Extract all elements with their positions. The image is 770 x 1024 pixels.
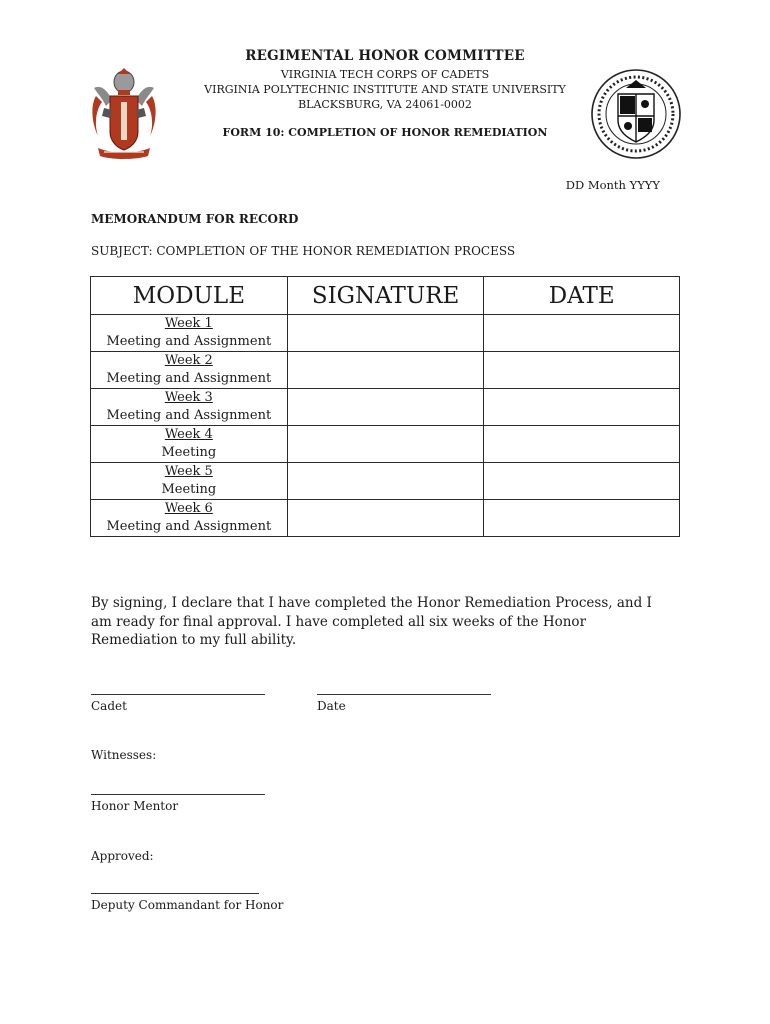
date-cell[interactable]: [484, 315, 680, 352]
university-name: VIRGINIA POLYTECHNIC INSTITUTE AND STATE UNIVERSITY: [204, 83, 566, 96]
date-cell[interactable]: [484, 463, 680, 500]
week-label: Week 4: [164, 427, 213, 442]
table-header-row: [91, 277, 680, 315]
university-seal-icon: [590, 68, 682, 160]
honor-mentor-label: Honor Mentor: [91, 799, 179, 813]
week-description: Meeting: [161, 445, 217, 460]
table-row: [91, 500, 680, 537]
week-label: Week 1: [164, 316, 213, 331]
column-header-signature: SIGNATURE: [287, 277, 484, 315]
column-header-module: MODULE: [91, 277, 288, 315]
signature-cell[interactable]: [287, 463, 484, 500]
memo-label: MEMORANDUM FOR RECORD: [91, 212, 299, 226]
column-header-date: DATE: [484, 277, 680, 315]
week-description: Meeting: [161, 482, 217, 497]
date-signature-line[interactable]: [317, 694, 491, 695]
table-row: [91, 426, 680, 463]
mentor-signature-line[interactable]: [91, 794, 265, 795]
module-cell: [91, 463, 288, 500]
committee-title: REGIMENTAL HONOR COMMITTEE: [245, 48, 525, 64]
signature-cell[interactable]: [287, 389, 484, 426]
week-label: Week 2: [164, 353, 213, 368]
week-description: Meeting and Assignment: [106, 519, 272, 534]
date-cell[interactable]: [484, 352, 680, 389]
date-label: Date: [317, 699, 346, 713]
date-placeholder: DD Month YYYY: [565, 178, 660, 192]
module-cell: [91, 352, 288, 389]
deputy-signature-line[interactable]: [91, 893, 259, 894]
subject-line: SUBJECT: COMPLETION OF THE HONOR REMEDIATION PROCESS: [91, 244, 516, 258]
module-table: [90, 276, 680, 537]
module-cell: [91, 500, 288, 537]
cadet-signature-line[interactable]: [91, 694, 265, 695]
signature-cell[interactable]: [287, 352, 484, 389]
date-cell[interactable]: [484, 389, 680, 426]
week-description: Meeting and Assignment: [106, 371, 272, 386]
date-cell[interactable]: [484, 426, 680, 463]
module-cell: [91, 315, 288, 352]
week-description: Meeting and Assignment: [106, 334, 272, 349]
week-label: Week 6: [164, 501, 213, 516]
date-cell[interactable]: [484, 500, 680, 537]
module-cell: [91, 426, 288, 463]
corps-name: VIRGINIA TECH CORPS OF CADETS: [280, 68, 490, 81]
table-row: [91, 315, 680, 352]
week-description: Meeting and Assignment: [106, 408, 272, 423]
signature-cell[interactable]: [287, 500, 484, 537]
table-row: [91, 463, 680, 500]
week-label: Week 5: [164, 464, 213, 479]
declaration-text: By signing, I declare that I have completed the Honor Remediation Process, and I am ready for final approval. I have completed all six weeks of the Honor Remediation to my full ability.: [91, 595, 652, 648]
university-address: BLACKSBURG, VA 24061-0002: [298, 98, 472, 111]
form-title: FORM 10: COMPLETION OF HONOR REMEDIATION: [222, 126, 548, 139]
approved-label: Approved:: [91, 849, 154, 863]
witnesses-label: Witnesses:: [91, 748, 157, 762]
module-cell: [91, 389, 288, 426]
week-label: Week 3: [164, 390, 213, 405]
table-row: [91, 389, 680, 426]
signature-cell[interactable]: [287, 315, 484, 352]
signature-cell[interactable]: [287, 426, 484, 463]
deputy-commandant-label: Deputy Commandant for Honor: [91, 898, 284, 912]
cadet-label: Cadet: [91, 699, 127, 713]
table-row: [91, 352, 680, 389]
